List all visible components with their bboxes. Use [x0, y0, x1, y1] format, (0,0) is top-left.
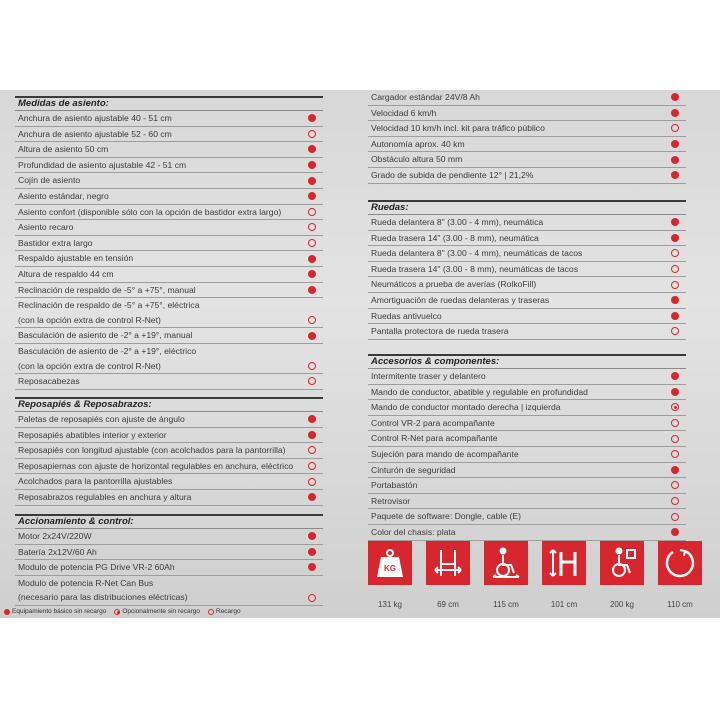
turning-circle-icon [658, 541, 702, 585]
section [15, 96, 323, 390]
spec-row [368, 106, 686, 122]
standard-dot-icon [308, 548, 316, 556]
spec-row [368, 400, 686, 416]
standard-dot-icon [308, 532, 316, 540]
spec-row-label: Modulo de potencia PG Drive VR-2 60Ah [18, 562, 175, 573]
spec-row-label: Velocidad 6 km/h [371, 107, 437, 118]
spec-sheet [0, 90, 720, 618]
spec-row [15, 412, 323, 428]
optional-dot-icon [671, 403, 679, 411]
spec-value: 101 cm [550, 600, 578, 609]
surcharge-dot-icon [671, 124, 679, 132]
spec-row-label: Altura de respaldo 44 cm [18, 268, 114, 279]
standard-dot-icon [671, 109, 679, 117]
weight-icon [368, 541, 412, 585]
spec-row [368, 494, 686, 510]
spec-row-label: Asiento confort (disponible sólo con la opción de bastidor extra largo) [18, 206, 282, 217]
spec-value: 69 cm [437, 600, 459, 609]
surcharge-dot-icon [671, 249, 679, 257]
legend-label: Equipamiento básico sin recargo [12, 608, 107, 615]
standard-dot-icon [671, 388, 679, 396]
spec-row [15, 283, 323, 299]
standard-dot-icon [671, 528, 679, 536]
spec-row [15, 545, 323, 561]
weight-badge: KG [384, 564, 396, 573]
spec-row [15, 313, 323, 329]
spec-row-label: Amortiguación de ruedas delanteras y traseras [371, 294, 550, 305]
spec-row-label: Profundidad de asiento ajustable 42 - 51 cm [18, 159, 187, 170]
spec-row [368, 121, 686, 137]
spec-row-label: Paquete de software: Dongle, cable (E) [371, 511, 522, 522]
standard-dot-icon [308, 177, 316, 185]
section [15, 397, 323, 506]
spec-row [368, 137, 686, 153]
standard-dot-icon [671, 156, 679, 164]
spec-row [15, 328, 323, 344]
spec-row-label: Respaldo ajustable en tensión [18, 253, 134, 264]
surcharge-dot-icon [308, 316, 316, 324]
spec-row-label: Acolchados para la pantorrilla ajustables [18, 476, 173, 487]
legend-dot-icon [4, 609, 10, 615]
spec-row-label: Motor 2x24V/220W [18, 531, 92, 541]
surcharge-dot-icon [671, 435, 679, 443]
spec-row-label: Reposabrazos regulables en anchura y altura [18, 491, 192, 502]
spec-row-label: Autonomía aprox. 40 km [371, 138, 465, 149]
standard-dot-icon [308, 270, 316, 278]
legend-item [208, 608, 241, 615]
surcharge-dot-icon [671, 281, 679, 289]
spec-row-label: Rueda delantera 8" (3.00 - 4 mm), neumáticas de tacos [371, 248, 583, 259]
spec-row [368, 246, 686, 262]
standard-dot-icon [308, 332, 316, 340]
surcharge-dot-icon [308, 130, 316, 138]
standard-dot-icon [671, 140, 679, 148]
surcharge-dot-icon [671, 450, 679, 458]
spec-row [15, 359, 323, 375]
spec-max-load [600, 541, 644, 609]
surcharge-dot-icon [308, 594, 316, 602]
spec-row-label: Grado de subida de pendiente 12° | 21,2% [371, 169, 534, 180]
surcharge-dot-icon [308, 208, 316, 216]
spec-row [15, 590, 323, 606]
spec-row-label: Color del chasis: plata [371, 526, 456, 537]
legend-dot-icon [114, 609, 120, 615]
standard-dot-icon [308, 145, 316, 153]
standard-dot-icon [308, 415, 316, 423]
legend-dot-icon [208, 609, 214, 615]
spec-row [15, 251, 323, 267]
spec-row [368, 309, 686, 325]
max-load-icon [600, 541, 644, 585]
spec-row [368, 262, 686, 278]
spec-row-label: Batería 2x12V/60 Ah [18, 546, 97, 557]
surcharge-dot-icon [671, 265, 679, 273]
spec-row [15, 474, 323, 490]
spec-row [15, 220, 323, 236]
spec-row-label: Reclinación de respaldo de -5° a +75°, eléctrica [18, 300, 200, 311]
standard-dot-icon [308, 114, 316, 122]
spec-row-label: Retrovisor [371, 495, 411, 506]
section-title: Reposapiés & Reposabrazos: [15, 397, 323, 412]
standard-dot-icon [671, 218, 679, 226]
spec-row-label: Intermitente traser y delantero [371, 371, 486, 381]
spec-row [368, 168, 686, 184]
spec-row-label: Mando de conductor, abatible y regulable en profundidad [371, 386, 588, 397]
spec-row [15, 142, 323, 158]
spec-row-label: Cargador estándar 24V/8 Ah [371, 92, 480, 102]
standard-dot-icon [308, 431, 316, 439]
spec-row-label: Reposapiés abatibles interior y exterior [18, 429, 167, 440]
spec-row-label: Paletas de reposapiés con ajuste de ángulo [18, 414, 185, 424]
spec-row [368, 277, 686, 293]
spec-row [15, 158, 323, 174]
seat-width-icon [426, 541, 470, 585]
spec-row-label: Reposapiés con longitud ajustable (con acolchados para la pantorrilla) [18, 445, 286, 456]
spec-row-label: Altura de asiento 50 cm [18, 144, 109, 155]
wheelchair-length-icon [484, 541, 528, 585]
spec-row [368, 231, 686, 247]
spec-row [15, 298, 323, 313]
standard-dot-icon [308, 286, 316, 294]
seat-height-icon [542, 541, 586, 585]
spec-row [15, 127, 323, 143]
spec-value: 131 kg [377, 600, 403, 609]
spec-row [15, 111, 323, 127]
spec-row-label: Control R-Net para acompañante [371, 433, 498, 444]
spec-height [542, 541, 586, 609]
spec-width [426, 541, 470, 609]
spec-row [368, 463, 686, 479]
spec-row [15, 374, 323, 390]
spec-row-label: Reclinación de respaldo de -5° a +75°, manual [18, 284, 196, 295]
spec-length [484, 541, 528, 609]
section [368, 200, 686, 340]
spec-row [368, 293, 686, 309]
surcharge-dot-icon [308, 377, 316, 385]
surcharge-dot-icon [671, 497, 679, 505]
standard-dot-icon [308, 161, 316, 169]
spec-row-label: (necesario para las distribuciones eléctricas) [18, 592, 188, 603]
spec-row-label: Reposacabezas [18, 376, 80, 387]
spec-row [15, 443, 323, 459]
spec-row [15, 267, 323, 283]
spec-row [368, 152, 686, 168]
spec-row-label: Cinturón de seguridad [371, 464, 456, 475]
spec-row-label: Reposapiernas con ajuste de horizontal regulables en anchura, eléctrico [18, 460, 294, 471]
surcharge-dot-icon [671, 327, 679, 335]
spec-row-label: (con la opción extra de control R-Net) [18, 314, 161, 325]
standard-dot-icon [671, 296, 679, 304]
standard-dot-icon [671, 93, 679, 101]
spec-row-label: Mando de conductor montado derecha | izquierda [371, 402, 561, 413]
section [368, 354, 686, 541]
spec-row-label: Cojín de asiento [18, 175, 81, 186]
spec-row [368, 385, 686, 401]
spec-row-label: Neumáticos a prueba de averías (RolkoFill) [371, 279, 537, 290]
standard-dot-icon [671, 234, 679, 242]
spec-turning [658, 541, 702, 609]
section-title: Ruedas: [368, 200, 686, 215]
spec-row [368, 369, 686, 385]
spec-row [15, 459, 323, 475]
spec-row [368, 90, 686, 106]
spec-row-label: Rueda trasera 14" (3.00 - 8 mm), neumáticas de tacos [371, 263, 579, 274]
spec-row [368, 431, 686, 447]
standard-dot-icon [671, 372, 679, 380]
section-title: Accesorios & componentes: [368, 354, 686, 369]
legend-label: Recargo [216, 608, 241, 615]
spec-row-label: Obstáculo altura 50 mm [371, 154, 463, 165]
spec-row-label: Modulo de potencia R-Net Can Bus [18, 577, 154, 588]
spec-row-label: (con la opción extra de control R-Net) [18, 360, 161, 371]
spec-value: 200 kg [609, 600, 635, 609]
spec-row [15, 529, 323, 545]
spec-row-label: Sujeción para mando de acompañante [371, 448, 519, 459]
surcharge-dot-icon [308, 362, 316, 370]
spec-row [15, 428, 323, 444]
surcharge-dot-icon [308, 223, 316, 231]
standard-dot-icon [308, 192, 316, 200]
spec-row [15, 236, 323, 252]
spec-row-label: Portabastón [371, 480, 418, 491]
surcharge-dot-icon [308, 478, 316, 486]
spec-row [368, 478, 686, 494]
surcharge-dot-icon [308, 239, 316, 247]
spec-row-label: Basculación de asiento de -2° a +19°, eléctrico [18, 345, 197, 356]
spec-value: 110 cm [667, 600, 693, 609]
spec-row-label: Anchura de asiento ajustable 52 - 60 cm [18, 128, 172, 139]
surcharge-dot-icon [671, 513, 679, 521]
standard-dot-icon [308, 493, 316, 501]
spec-row [15, 560, 323, 576]
spec-row-label: Rueda delantera 8" (3.00 - 4 mm), neumática [371, 217, 544, 227]
standard-dot-icon [671, 171, 679, 179]
spec-weight [368, 541, 412, 609]
spec-row-label: Velocidad 10 km/h incl. kit para tráfico público [371, 123, 545, 134]
spec-row-label: Asiento estándar, negro [18, 190, 109, 201]
spec-row-label: Pantalla protectora de rueda trasera [371, 326, 509, 337]
section-title: Accionamiento & control: [15, 514, 323, 529]
spec-row [15, 576, 323, 591]
surcharge-dot-icon [308, 446, 316, 454]
spec-row [368, 416, 686, 432]
legend-item [4, 608, 106, 615]
legend-item [114, 608, 200, 615]
section [15, 514, 323, 606]
spec-row [15, 205, 323, 221]
spec-row [15, 344, 323, 359]
spec-row-label: Ruedas antivuelco [371, 310, 442, 321]
spec-row-label: Control VR-2 para acompañante [371, 417, 495, 428]
legend [4, 608, 241, 615]
legend-label: Opcionalmente sin recargo [122, 608, 200, 615]
section-title: Medidas de asiento: [15, 96, 323, 111]
spec-row [368, 324, 686, 340]
standard-dot-icon [671, 466, 679, 474]
spec-row-label: Asiento recaro [18, 222, 74, 233]
surcharge-dot-icon [308, 462, 316, 470]
surcharge-dot-icon [671, 419, 679, 427]
spec-row [368, 447, 686, 463]
spec-row-label: Rueda trasera 14" (3.00 - 8 mm), neumática [371, 232, 539, 243]
standard-dot-icon [308, 563, 316, 571]
standard-dot-icon [308, 255, 316, 263]
spec-row [15, 173, 323, 189]
spec-row-label: Bastidor extra largo [18, 237, 93, 248]
spec-row-label: Basculación de asiento de -2° a +19°, manual [18, 330, 193, 341]
spec-row [368, 525, 686, 541]
spec-value: 115 cm [493, 600, 519, 609]
section [368, 90, 686, 184]
surcharge-dot-icon [671, 481, 679, 489]
spec-row [368, 215, 686, 231]
spec-row [368, 509, 686, 525]
standard-dot-icon [671, 312, 679, 320]
spec-row [15, 189, 323, 205]
spec-row-label: Anchura de asiento ajustable 40 - 51 cm [18, 113, 172, 123]
spec-row [15, 490, 323, 506]
